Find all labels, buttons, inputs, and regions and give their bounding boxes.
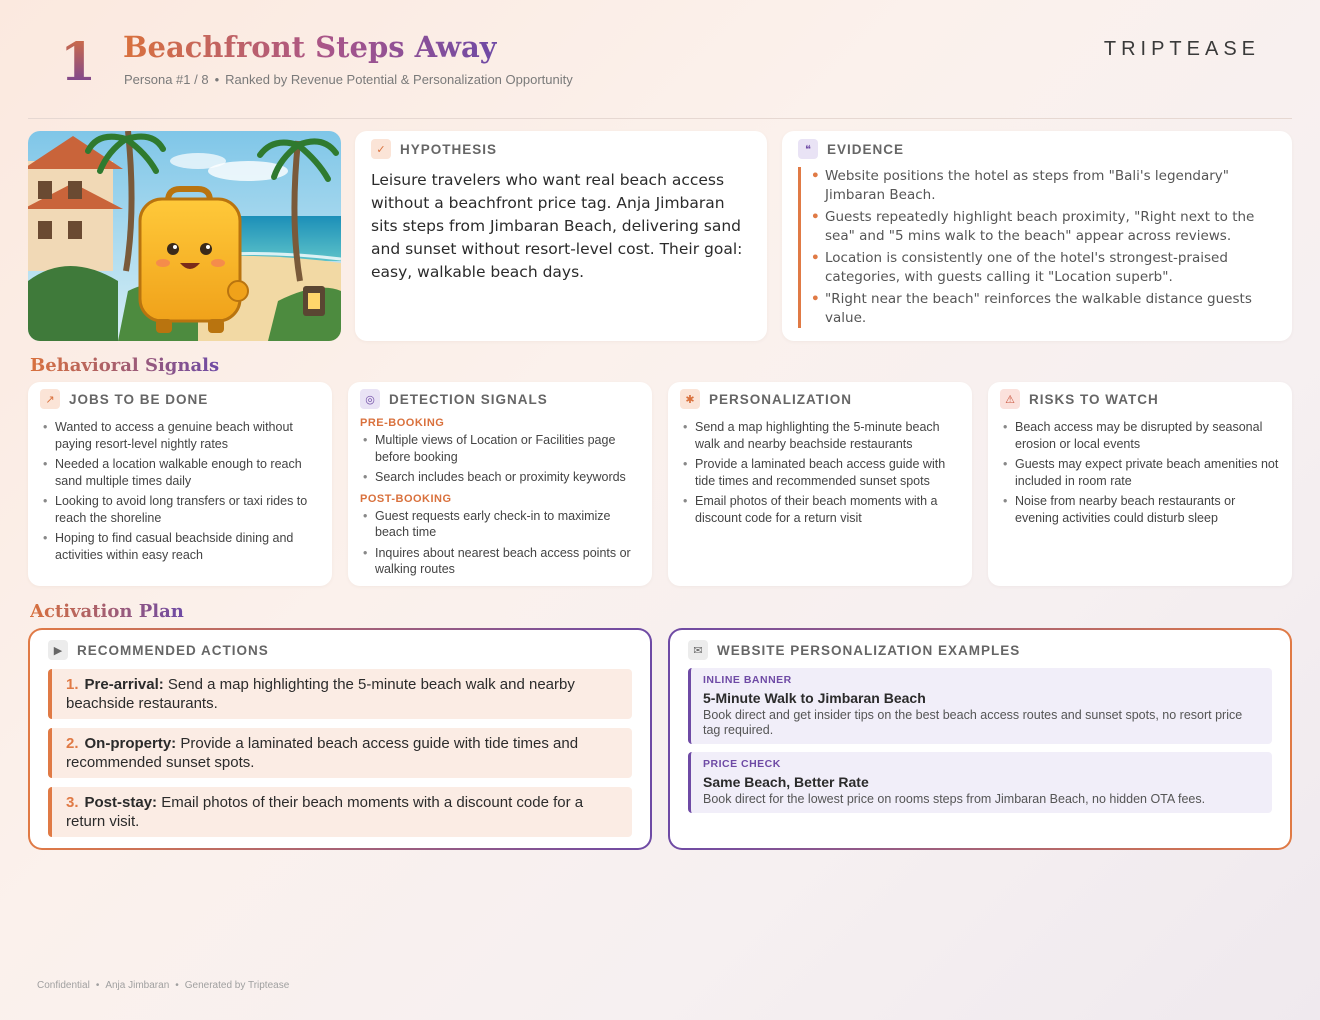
separator-dot: • (175, 980, 179, 991)
website-header (688, 640, 1272, 660)
actions-header (48, 640, 632, 660)
actions-label: RECOMMENDED ACTIONS (77, 642, 269, 658)
post-booking-label: POST-BOOKING (360, 492, 452, 505)
detection-signals-card (348, 382, 652, 586)
brand-logo: TRIPTEASE (1103, 38, 1260, 60)
action-lead: Post-stay: (84, 794, 158, 811)
example-tag: INLINE BANNER (703, 674, 792, 686)
suitcase-mascot-icon (28, 131, 341, 341)
risks-card (988, 382, 1292, 586)
action-item (48, 787, 632, 837)
footer-generated: Generated by Triptease (184, 980, 290, 991)
evidence-item: • Location is consistently one of the hotel's strongest-praised categories, with guests calling it "Location superb". (825, 249, 1276, 287)
hero-illustration (28, 131, 341, 341)
list-item: • Email photos of their beach moments with a discount code for a return visit (680, 493, 960, 526)
list-item: • Inquires about nearest beach access points or walking routes (360, 545, 640, 578)
pre-booking-label: PRE-BOOKING (360, 417, 445, 429)
persona-number: 1 (60, 32, 97, 93)
action-text: Send a map highlighting the 5-minute beach walk and nearby beachside restaurants. (66, 676, 575, 712)
website-example (688, 752, 1272, 813)
personalization-card (668, 382, 972, 586)
risks-header (1000, 389, 1280, 409)
recommended-actions-inner (30, 630, 650, 848)
evidence-item: • Guests repeatedly highlight beach proximity, "Right next to the sea" and "5 mins walk to the beach" appear across reviews. (825, 208, 1276, 246)
target-icon: ◎ (360, 389, 380, 409)
detection-label: DETECTION SIGNALS (389, 391, 548, 407)
example-body: Book direct and get insider tips on the best beach access routes and sunset spots, no resort price tag required. (703, 708, 1243, 737)
activation-plan-title: Activation Plan (30, 601, 184, 622)
action-lead: On-property: (84, 735, 177, 752)
list-item: • Multiple views of Location or Facilities page before booking (360, 432, 640, 465)
hypothesis-header (371, 139, 751, 159)
ranking-label: Ranked by Revenue Potential & Personalization Opportunity (225, 72, 573, 87)
list-item: • Wanted to access a genuine beach without paying resort-level nightly rates (40, 419, 320, 452)
separator-dot: • (95, 980, 100, 991)
footer-hotel: Anja Jimbaran (105, 980, 170, 991)
evidence-label: EVIDENCE (827, 141, 905, 157)
quote-icon: ❝ (798, 139, 818, 159)
list-item: • Noise from nearby beach restaurants or evening activities could disturb sleep (1000, 493, 1280, 526)
action-lead: Pre-arrival: (84, 676, 164, 693)
behavioral-signals-title: Behavioral Signals (30, 355, 220, 376)
list-item: • Provide a laminated beach access guide with tide times and recommended sunset spots (680, 456, 960, 489)
example-body: Book direct for the lowest price on rooms steps from Jimbaran Beach, no hidden OTA fees. (703, 792, 1206, 806)
jobs-header (40, 389, 320, 409)
detection-header (360, 389, 640, 409)
action-item (48, 728, 632, 778)
example-headline: 5-Minute Walk to Jimbaran Beach (703, 690, 926, 706)
action-text: Provide a laminated beach access guide with tide times and recommended sunset spots. (66, 735, 579, 771)
recommended-actions-panel (28, 628, 652, 850)
checkmark-icon: ✓ (371, 139, 391, 159)
list-item: • Search includes beach or proximity keywords (360, 469, 640, 486)
page-header (0, 0, 1320, 120)
website-example (688, 668, 1272, 744)
action-item (48, 669, 632, 719)
risks-label: RISKS TO WATCH (1029, 391, 1159, 407)
play-icon: ▶ (48, 640, 68, 660)
action-number: 2. (66, 735, 79, 752)
header-divider (28, 118, 1292, 119)
post-booking-list (360, 508, 640, 578)
evidence-card (782, 131, 1292, 341)
website-personalization-panel (668, 628, 1292, 850)
page-footer (37, 980, 289, 991)
page-subtitle (124, 72, 573, 87)
hypothesis-text: Leisure travelers who want real beach access without a beachfront price tag. Anja Jimbaran sits steps from Jimbaran Beach, delivering sand and sunset without resort-level cost. Their goal: easy, walkable beach days. (371, 171, 743, 281)
page-title: Beachfront Steps Away (123, 30, 497, 64)
jobs-list (40, 419, 320, 563)
list-item: • Hoping to find casual beachside dining and activities within easy reach (40, 530, 320, 563)
list-item: • Guest requests early check-in to maximize beach time (360, 508, 640, 541)
list-item: • Send a map highlighting the 5-minute beach walk and nearby beachside restaurants (680, 419, 960, 452)
action-number: 3. (66, 794, 79, 811)
website-personalization-inner (670, 630, 1290, 848)
risks-list (1000, 419, 1280, 526)
hypothesis-card (355, 131, 767, 341)
personalization-list (680, 419, 960, 526)
personalization-header (680, 389, 960, 409)
example-headline: Same Beach, Better Rate (703, 774, 869, 790)
envelope-icon: ✉ (688, 640, 708, 660)
list-item: • Beach access may be disrupted by seasonal erosion or local events (1000, 419, 1280, 452)
footer-confidential: Confidential (37, 980, 90, 991)
jobs-to-be-done-card (28, 382, 332, 586)
evidence-header (798, 139, 1276, 159)
evidence-item: • "Right near the beach" reinforces the walkable distance guests value. (825, 290, 1276, 328)
persona-label: Persona #1 / 8 (124, 72, 209, 87)
website-label: WEBSITE PERSONALIZATION EXAMPLES (717, 642, 1021, 658)
arrow-up-right-icon: ↗ (40, 389, 60, 409)
list-item: • Needed a location walkable enough to reach sand multiple times daily (40, 456, 320, 489)
action-number: 1. (66, 676, 79, 693)
hypothesis-label: HYPOTHESIS (400, 141, 498, 157)
action-text: Email photos of their beach moments with a discount code for a return visit. (66, 794, 584, 830)
jobs-label: JOBS TO BE DONE (69, 391, 209, 407)
example-tag: PRICE CHECK (703, 758, 781, 770)
sparkle-icon: ✱ (680, 389, 700, 409)
list-item: • Guests may expect private beach amenities not included in room rate (1000, 456, 1280, 489)
list-item: • Looking to avoid long transfers or taxi rides to reach the shoreline (40, 493, 320, 526)
warning-icon: ⚠ (1000, 389, 1020, 409)
evidence-list (798, 167, 1276, 328)
separator-dot: • (214, 72, 220, 87)
evidence-item: • Website positions the hotel as steps from "Bali's legendary" Jimbaran Beach. (825, 167, 1276, 205)
pre-booking-list (360, 432, 640, 486)
personalization-label: PERSONALIZATION (709, 391, 852, 407)
